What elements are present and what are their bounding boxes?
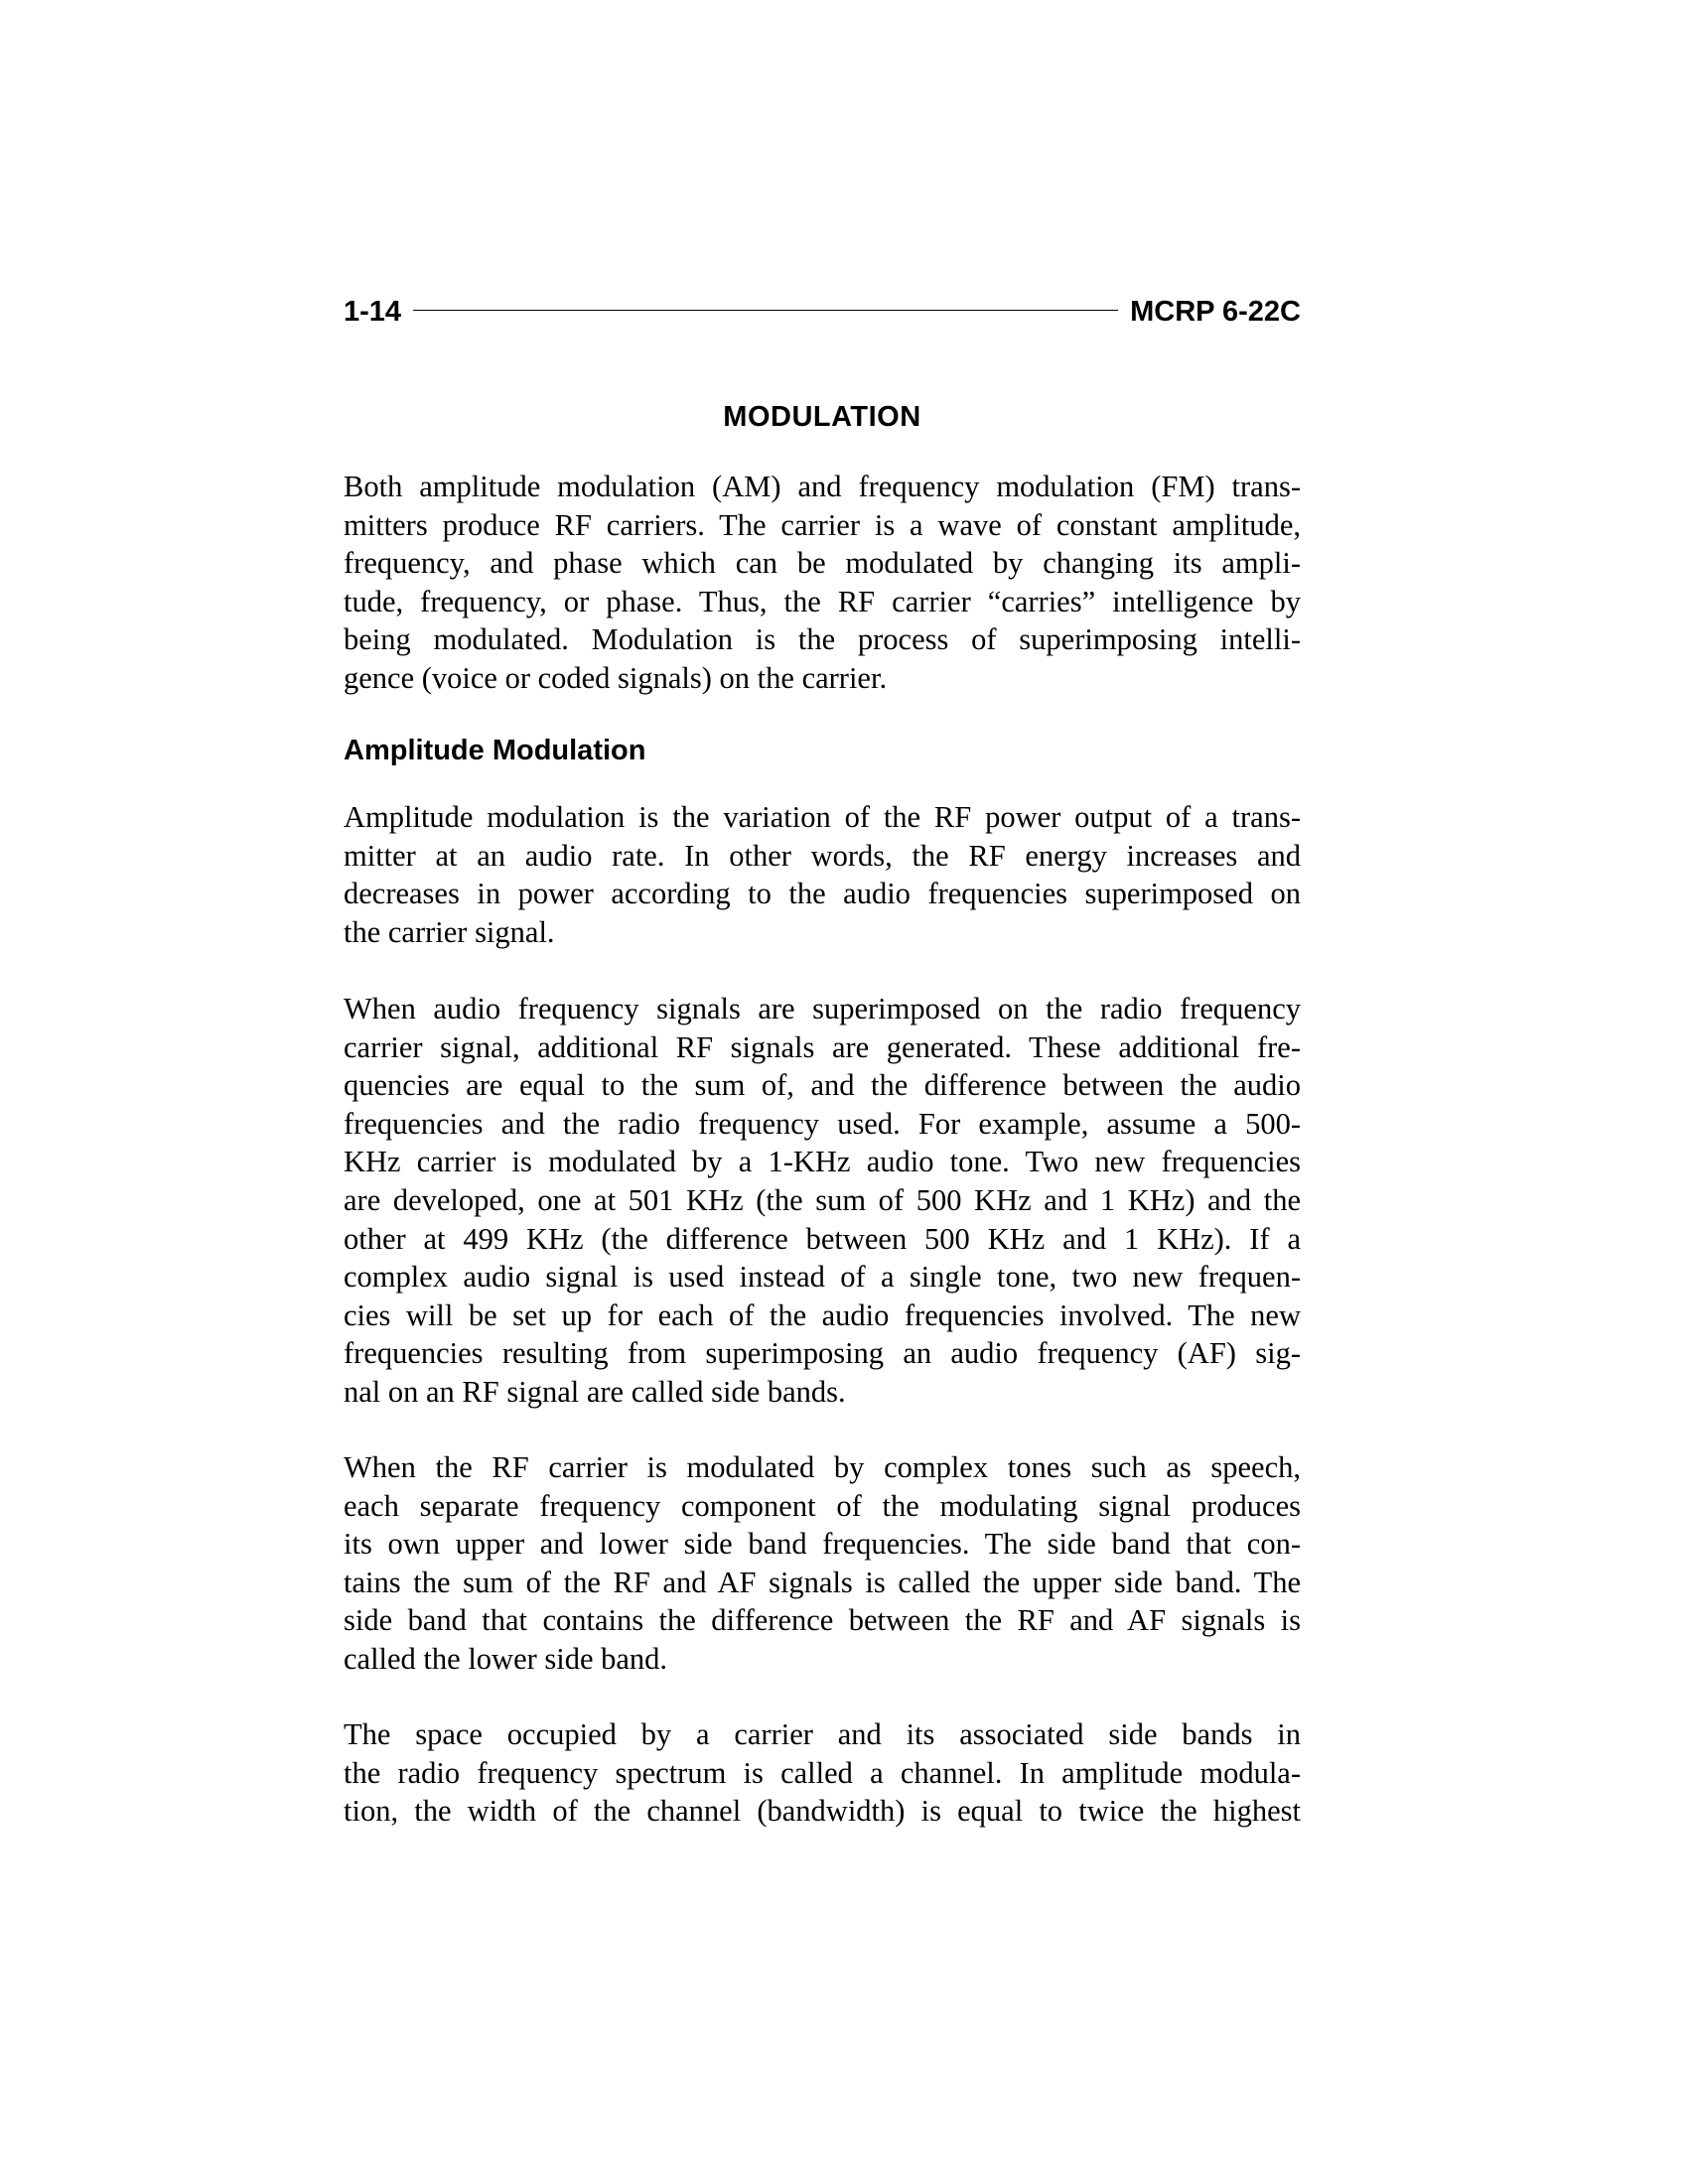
text-line: tains the sum of the RF and AF signals is called the upper side band. The — [344, 1565, 1301, 1599]
text-line: its own upper and lower side band frequencies. The side band that con- — [344, 1527, 1301, 1562]
paragraph-am-2 — [344, 990, 1301, 1412]
text-line: Both amplitude modulation (AM) and frequency modulation (FM) trans- — [344, 470, 1301, 503]
text-line: other at 499 KHz (the difference between 500 KHz and 1 KHz). If a — [344, 1221, 1301, 1256]
paragraph-am-4 — [344, 1715, 1301, 1831]
paragraph-am-3 — [344, 1448, 1301, 1679]
text-line: mitter at an audio rate. In other words, the RF energy increases and — [344, 838, 1301, 873]
text-line: Amplitude modulation is the variation of the RF power output of a trans- — [344, 800, 1301, 834]
text-line: frequency, and phase which can be modulated by changing its ampli- — [344, 546, 1301, 581]
text-line: each separate frequency component of the modulating signal produces — [344, 1488, 1301, 1523]
section-title: MODULATION — [723, 401, 921, 433]
paragraph-intro — [344, 468, 1301, 698]
text-line: When the RF carrier is modulated by complex tones such as speech, — [344, 1450, 1301, 1484]
text-line: the carrier signal. — [344, 914, 555, 949]
text-line: are developed, one at 501 KHz (the sum of 500 KHz and 1 KHz) and the — [344, 1182, 1301, 1217]
text-line: mitters produce RF carriers. The carrier is a wave of constant amplitude, — [344, 507, 1301, 542]
text-line: nal on an RF signal are called side bands. — [344, 1374, 846, 1409]
publication-id: MCRP 6-22C — [1130, 295, 1301, 328]
text-line: When audio frequency signals are superimposed on the radio frequency — [344, 992, 1301, 1025]
text-line: the radio frequency spectrum is called a channel. In amplitude modula- — [344, 1755, 1301, 1790]
text-line: decreases in power according to the audio frequencies superimposed on — [344, 877, 1301, 911]
text-line: gence (voice or coded signals) on the carrier. — [344, 660, 888, 695]
header-rule — [413, 310, 1118, 311]
page-number: 1-14 — [344, 295, 402, 328]
text-line: being modulated. Modulation is the process of superimposing intelli- — [344, 622, 1301, 657]
text-line: The space occupied by a carrier and its associated side bands in — [344, 1717, 1301, 1751]
text-line: KHz carrier is modulated by a 1-KHz audio tone. Two new frequencies — [344, 1145, 1301, 1179]
text-line: frequencies resulting from superimposing an audio frequency (AF) sig- — [344, 1336, 1301, 1371]
text-line: frequencies and the radio frequency used. For example, assume a 500- — [344, 1106, 1301, 1141]
text-line: tion, the width of the channel (bandwidth) is equal to twice the highest — [344, 1794, 1301, 1829]
text-line: cies will be set up for each of the audio frequencies involved. The new — [344, 1297, 1301, 1332]
text-line: tude, frequency, or phase. Thus, the RF carrier “carries” intelligence by — [344, 584, 1301, 618]
text-line: side band that contains the difference between the RF and AF signals is — [344, 1603, 1301, 1638]
subsection-title: Amplitude Modulation — [344, 735, 646, 766]
text-line: carrier signal, additional RF signals are generated. These additional fre- — [344, 1029, 1301, 1064]
running-header — [344, 294, 1301, 330]
paragraph-am-1 — [344, 798, 1301, 951]
text-line: called the lower side band. — [344, 1641, 668, 1676]
text-line: quencies are equal to the sum of, and the difference between the audio — [344, 1068, 1301, 1103]
text-line: complex audio signal is used instead of a single tone, two new frequen- — [344, 1260, 1301, 1295]
